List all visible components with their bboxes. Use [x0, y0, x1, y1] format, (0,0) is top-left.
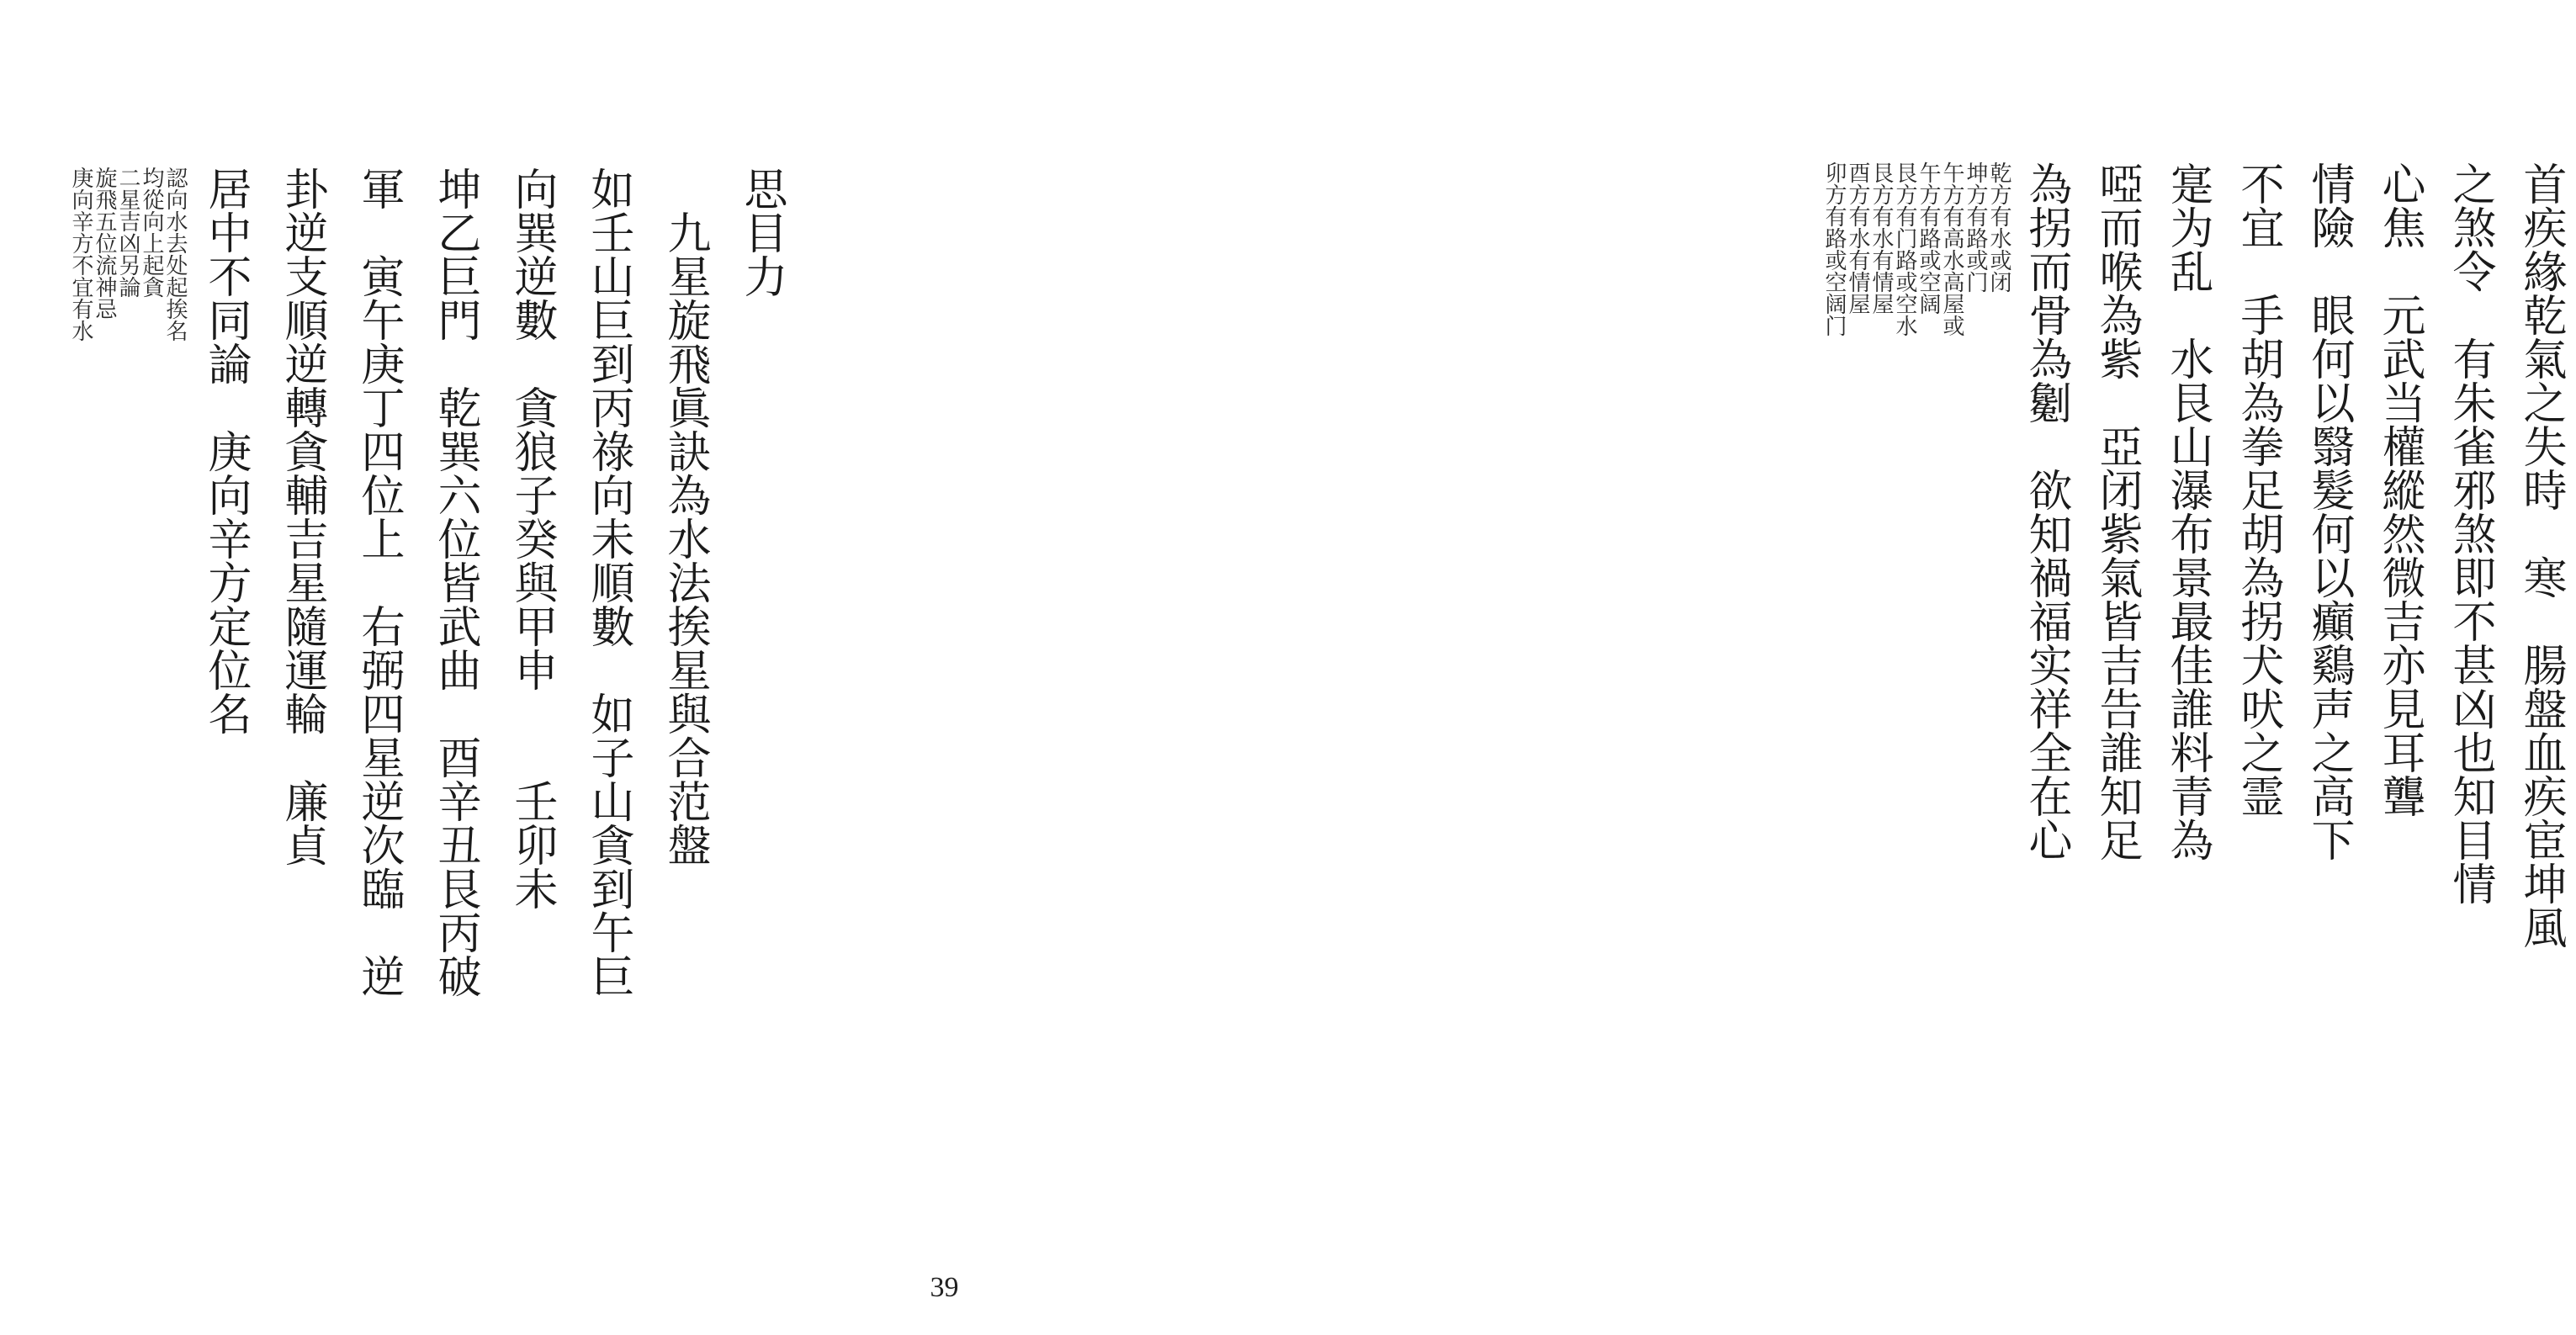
annotation-note: 艮方有门路或空水: [1892, 162, 1917, 336]
text-column: 寔为乱 水艮山瀑布景最佳誰料青為: [2162, 162, 2213, 861]
left-page: [0, 0, 944, 1335]
annotation-note: 均從向上起貪: [139, 167, 164, 298]
text-column: 首疾緣乾氣之失時 寒 腸盤血疾宦坤風: [2515, 162, 2566, 949]
text-column: 居中不同論 庚向辛方定位名: [200, 167, 251, 735]
text-column: 為拐而骨為劖 欲知禍福实祥全在心: [2021, 162, 2071, 861]
text-column: 坤乙巨門 乾巽六位皆武曲 酉辛丑艮丙破: [430, 167, 480, 998]
annotation-note: 卯方有路或空阔门: [1821, 162, 1847, 336]
text-column: 如壬山巨到丙祿向未順數 如子山貪到午巨: [583, 167, 633, 998]
text-column: 啞而喉為紫 亞闭紫氣皆吉告誰知足: [2091, 162, 2142, 861]
annotation-note: 午方有路或空阔: [1916, 162, 1941, 315]
text-column: 九星旋飛眞訣為水法挨星與合范盤: [660, 167, 710, 866]
left-page-text: [68, 167, 799, 1168]
text-column: 不宜 手胡為拳足胡為拐犬吠之霊: [2233, 162, 2283, 818]
text-column: 向巽逆數 貪狼子癸與甲申 壬卯未: [506, 167, 557, 910]
annotation-note: 酉方有水有情屋: [1845, 162, 1870, 315]
annotation-note: 認向水去处起挨名: [162, 167, 188, 342]
text-column: 軍 寅午庚丁四位上 右弼四星逆次臨 逆: [353, 167, 404, 998]
text-column: 思目力: [736, 167, 787, 298]
text-column: 之煞令 有朱雀邪煞即不甚凶也知目情: [2445, 162, 2495, 905]
page-number: 39: [930, 1272, 959, 1303]
annotation-note: 旋飛五位流神忌: [92, 167, 117, 320]
text-column: 心焦 元武当權縱然微吉亦見耳聾: [2374, 162, 2425, 818]
right-page-text: [1821, 162, 2576, 1137]
annotation-note: 午方有高水高屋或: [1939, 162, 1964, 336]
annotation-note: 艮方有水有情屋: [1868, 162, 1894, 315]
right-page: [944, 0, 2566, 1335]
text-column: 情險 眼何以翳髮何以癲鷄声之高下: [2303, 162, 2354, 861]
annotation-note: 庚向辛方不宜有水: [68, 167, 93, 342]
text-column: 卦逆支順逆轉貪輔吉星隨運輪 廉貞: [277, 167, 327, 866]
annotation-note: 坤方有路或门: [1963, 162, 1988, 293]
annotation-note: 乾方有水或闭: [1986, 162, 2012, 293]
annotation-note: 二星吉凶另論: [115, 167, 140, 298]
